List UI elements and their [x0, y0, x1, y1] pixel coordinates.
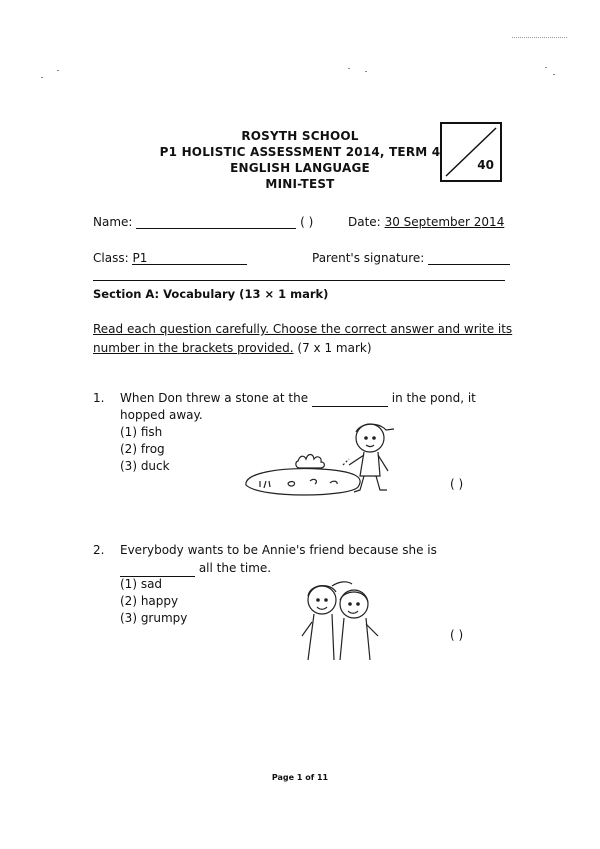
- question-2-option-1: (1) sad: [120, 577, 163, 591]
- section-a-instruction: [93, 320, 523, 358]
- instruction-marks: (7 x 1 mark): [297, 341, 372, 355]
- parent-signature-row: [312, 251, 510, 265]
- boy-throwing-stone-illustration: [240, 405, 430, 500]
- question-1-number: 1.: [93, 391, 105, 405]
- question-2-text-line-2: [120, 560, 271, 577]
- question-2-number: 2.: [93, 543, 105, 557]
- page-number: Page 1 of 11: [271, 773, 329, 782]
- date-label: Date:: [348, 215, 381, 229]
- score-total: 40: [477, 158, 494, 172]
- name-blank[interactable]: [136, 215, 296, 229]
- question-1-option-1: (1) fish: [120, 425, 163, 439]
- test-type: MINI-TEST: [265, 177, 335, 191]
- score-box[interactable]: [440, 122, 502, 182]
- two-friends-illustration: [292, 572, 392, 662]
- parent-signature-blank[interactable]: [428, 251, 510, 265]
- scan-mark: [512, 37, 567, 38]
- subject-title: ENGLISH LANGUAGE: [230, 161, 370, 175]
- parent-signature-label: Parent's signature:: [312, 251, 425, 265]
- question-2-option-2: (2) happy: [120, 594, 179, 608]
- instruction-text: Read each question carefully. Choose the correct answer and write its number in the brackets provided.: [93, 322, 513, 355]
- date-value: 30 September 2014: [384, 215, 505, 229]
- question-1-answer-brackets[interactable]: ( ): [450, 477, 464, 491]
- class-label: Class:: [93, 251, 129, 265]
- class-value: P1: [132, 251, 148, 265]
- name-label: Name:: [93, 215, 133, 229]
- document-header: [0, 128, 600, 192]
- question-1-text-after: in the pond, it hopped away.: [120, 391, 476, 422]
- school-name: ROSYTH SCHOOL: [241, 129, 359, 143]
- question-2-blank[interactable]: [120, 563, 195, 577]
- question-2-text: [120, 542, 505, 559]
- question-1-option-3: (3) duck: [120, 459, 170, 473]
- section-a-title: Section A: Vocabulary (13 × 1 mark): [93, 287, 329, 301]
- question-1-options: [120, 424, 170, 475]
- question-1-option-2: (2) frog: [120, 442, 165, 456]
- question-2-text-after: all the time.: [198, 561, 272, 575]
- date-field-row: [348, 215, 504, 229]
- question-2-answer-brackets[interactable]: ( ): [450, 628, 464, 642]
- class-field-row: [93, 251, 247, 265]
- question-1-text-before: When Don threw a stone at the: [120, 391, 309, 405]
- question-2-option-3: (3) grumpy: [120, 611, 188, 625]
- assessment-title: P1 HOLISTIC ASSESSMENT 2014, TERM 4: [159, 145, 441, 159]
- question-2-options: [120, 576, 187, 627]
- question-2-text-before: Everybody wants to be Annie's friend because she is: [120, 543, 437, 557]
- class-blank[interactable]: [132, 251, 247, 265]
- name-field-row: [93, 215, 313, 229]
- divider: [93, 280, 505, 281]
- name-parens: ( ): [300, 215, 314, 229]
